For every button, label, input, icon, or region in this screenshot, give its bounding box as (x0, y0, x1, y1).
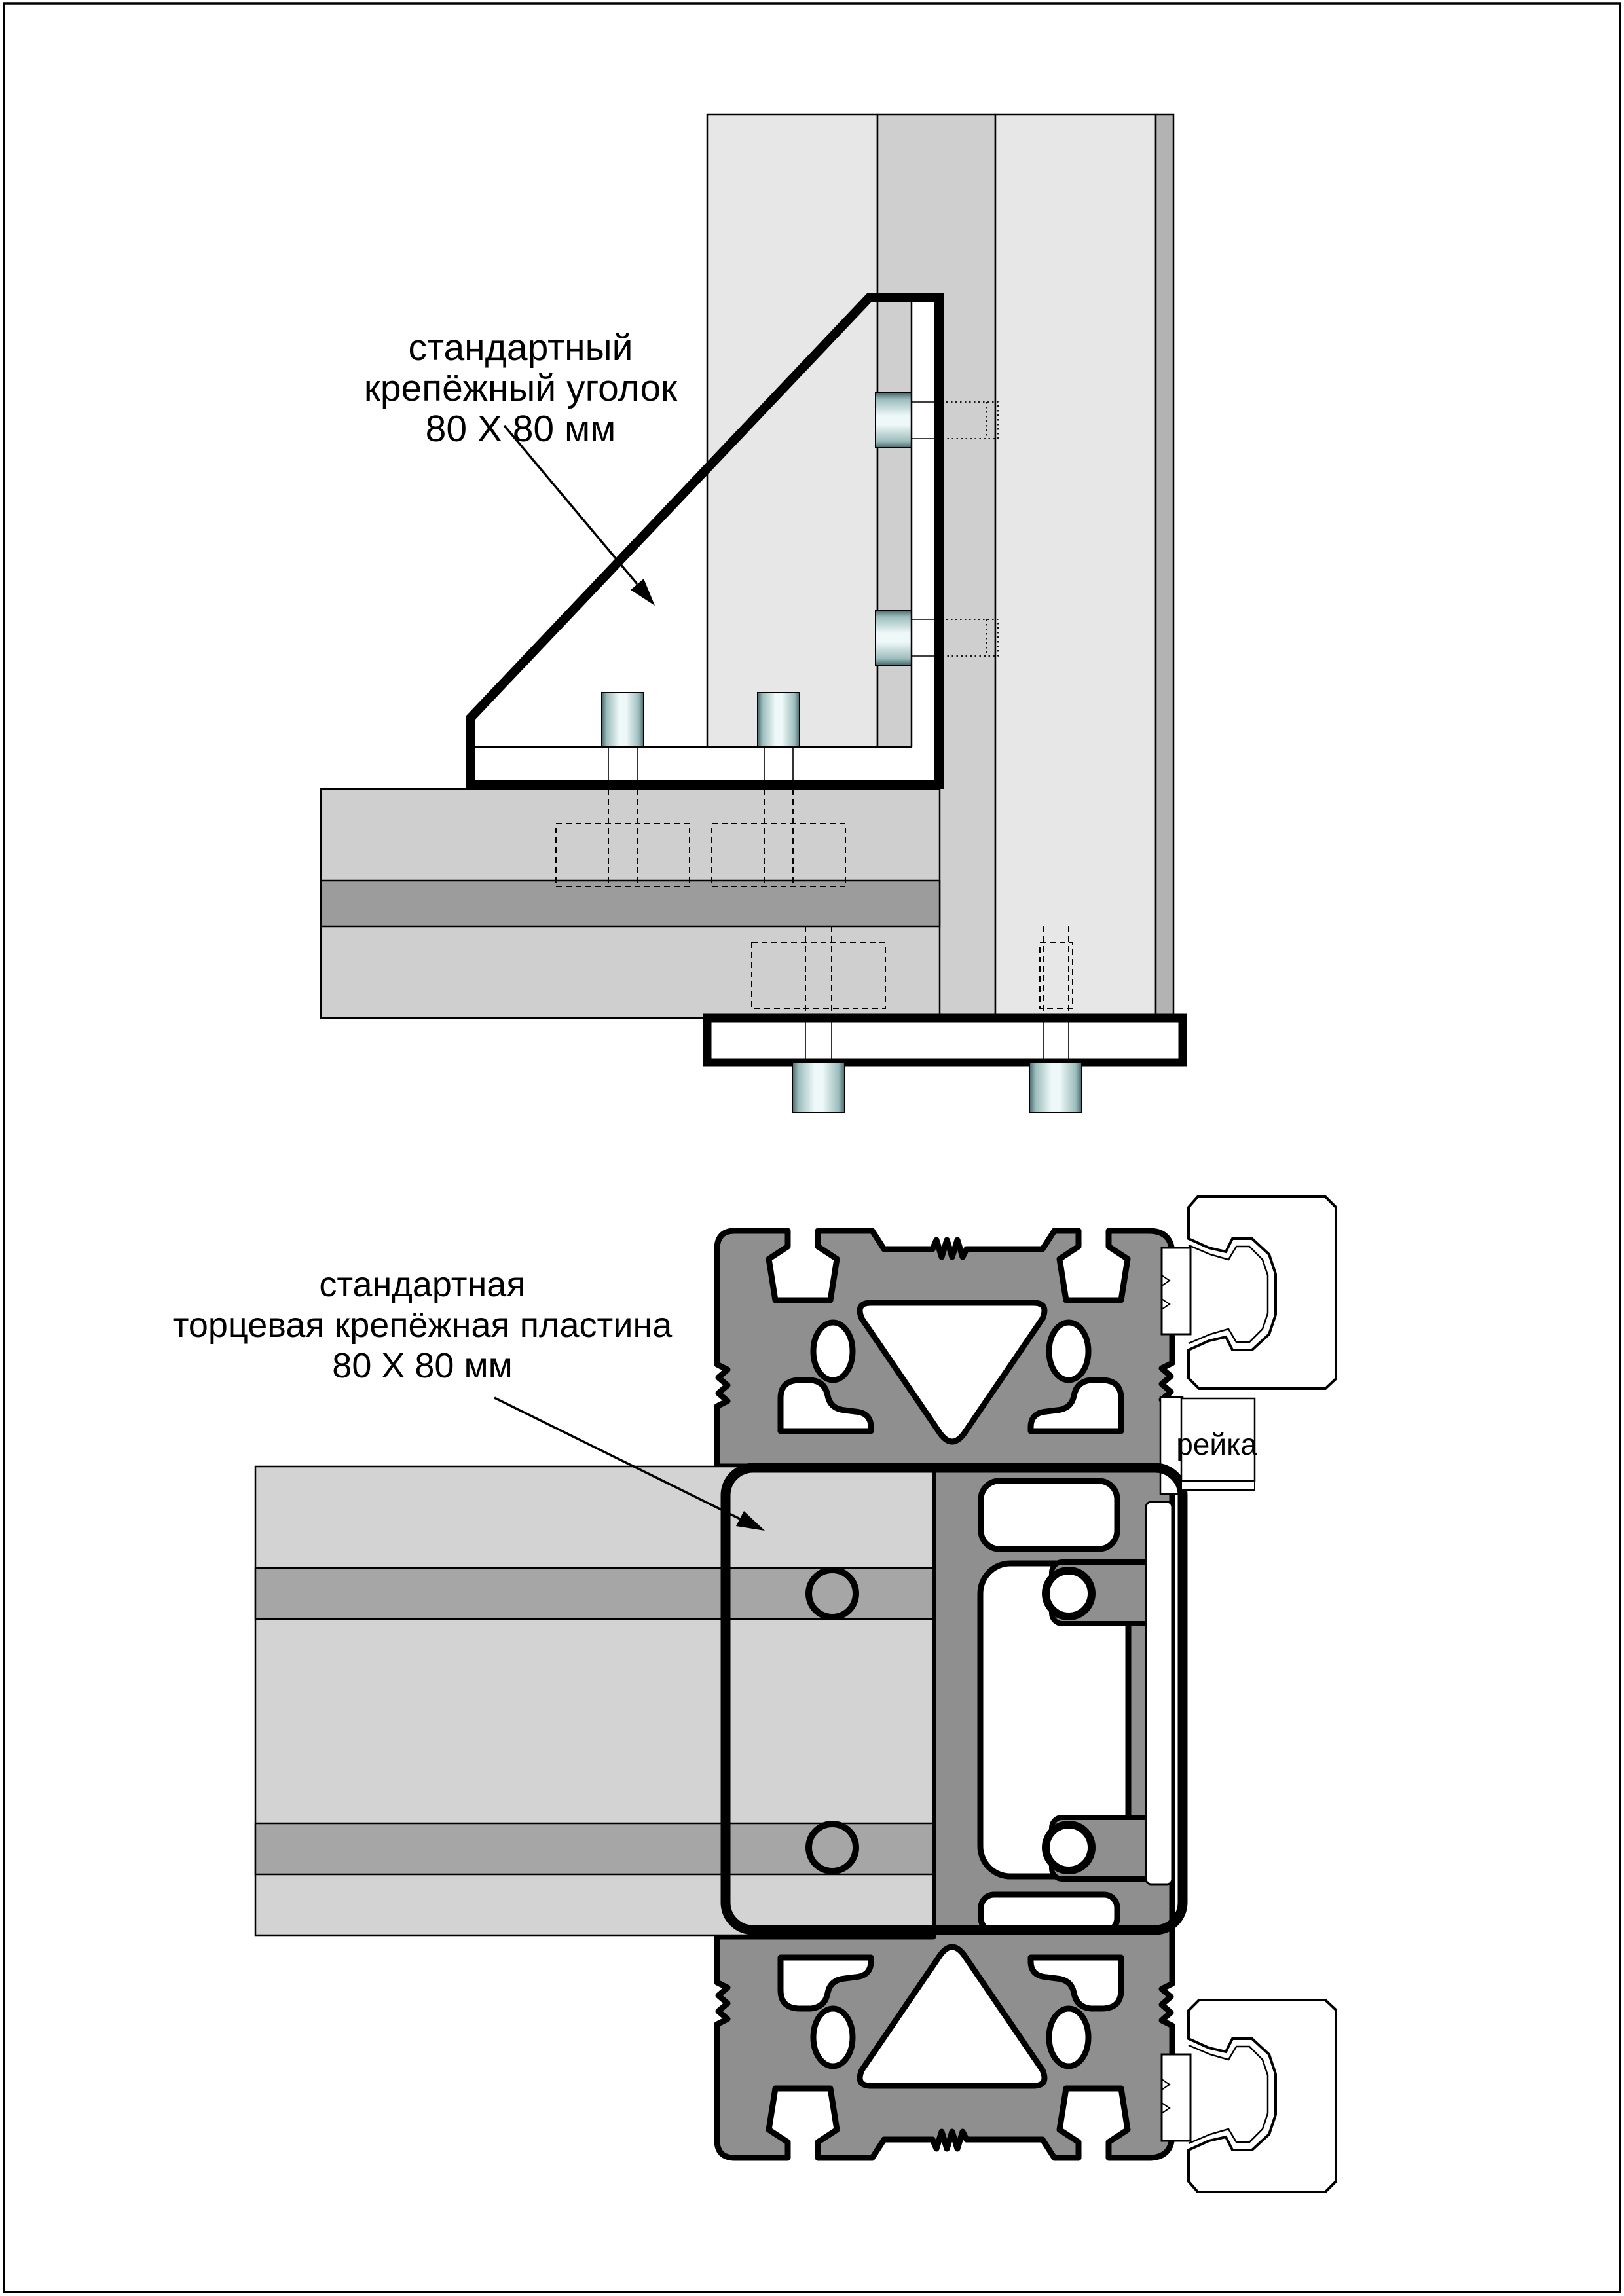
bracket-label (364, 327, 678, 450)
section-cutouts-bottom (781, 1947, 1121, 2086)
rail-callout (1176, 1398, 1257, 1490)
bolt-icon (792, 1063, 845, 1112)
bolt-icon (876, 610, 912, 665)
bolt-icon (602, 693, 644, 748)
linear-carriage-bottom (1162, 2000, 1336, 2192)
section-cutouts-top (781, 1303, 1121, 1442)
end-plate-view (173, 1197, 1336, 2192)
arrowhead-icon (631, 579, 655, 606)
linear-carriage-top (1162, 1197, 1336, 1389)
bracket-label-line2: крепёжный уголок (363, 367, 678, 409)
bolt-icon (1029, 1063, 1082, 1112)
corner-bracket-view (321, 115, 1183, 1112)
core-hole (1046, 1571, 1092, 1616)
leader-arrow-bracket (504, 426, 655, 606)
section-horizontal-profile (255, 1467, 933, 1935)
bracket-label-line1: стандартный (408, 327, 633, 369)
bracket-label-line3: 80 X 80 мм (425, 408, 616, 450)
plate-label-line3: 80 X 80 мм (332, 1346, 513, 1385)
rail-label: рейка (1176, 1427, 1257, 1461)
core-hole (1046, 1825, 1092, 1870)
side-groove (1146, 1502, 1172, 1884)
plate-label (173, 1265, 673, 1385)
bolt-icon (758, 693, 800, 748)
bolt-icon (876, 393, 912, 448)
bracket-base-plate (470, 746, 939, 784)
plate-label-line2: торцевая крепёжная пластина (172, 1305, 673, 1345)
plate-label-line1: стандартная (319, 1265, 526, 1304)
end-plate-bottom (707, 1018, 1183, 1112)
